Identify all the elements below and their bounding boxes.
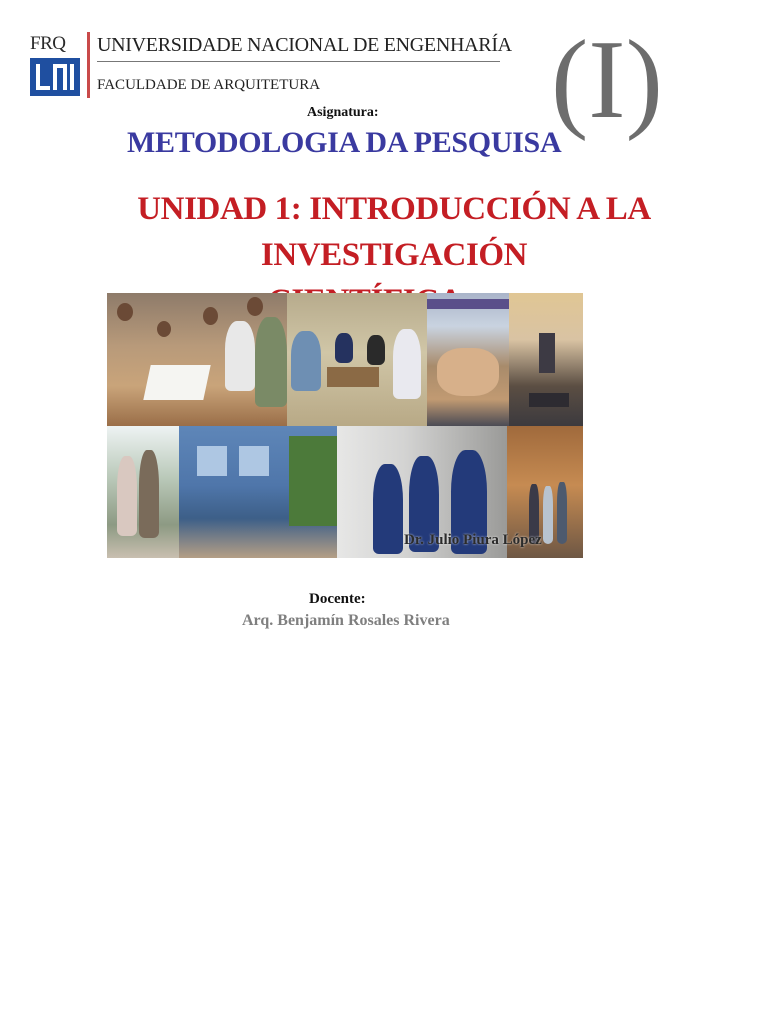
teacher-label: Docente: — [309, 591, 366, 607]
header-underline — [97, 61, 500, 62]
subject-label: Asignatura: — [307, 105, 379, 120]
photo-collage — [107, 293, 583, 558]
faculty-name: FACULDADE DE ARQUITETURA — [97, 77, 321, 93]
photo-city-street — [509, 293, 583, 426]
teacher-name: Arq. Benjamín Rosales Rivera — [242, 612, 450, 629]
photo-students-table — [107, 293, 287, 426]
university-name: UNIVERSIDADE NACIONAL DE ENGENHARÍA — [97, 34, 512, 56]
photo-couple — [107, 426, 179, 558]
header-divider — [87, 32, 90, 98]
university-logo — [30, 34, 82, 98]
photo-meeting-room — [287, 293, 427, 426]
photo-architecture-plaza — [427, 293, 509, 426]
subject-name: METODOLOGIA DA PESQUISA — [127, 126, 562, 159]
logo-text: FRQ — [30, 33, 66, 54]
unit-title-line1: UNIDAD 1: INTRODUCCIÓN A LA INVESTIGACIÓN — [137, 191, 651, 273]
photo-blue-building — [179, 426, 337, 558]
uni-logo-icon — [30, 58, 80, 96]
volume-numeral: (I) — [551, 18, 663, 142]
photo-credit: Dr. Julio Piura López — [404, 532, 542, 548]
